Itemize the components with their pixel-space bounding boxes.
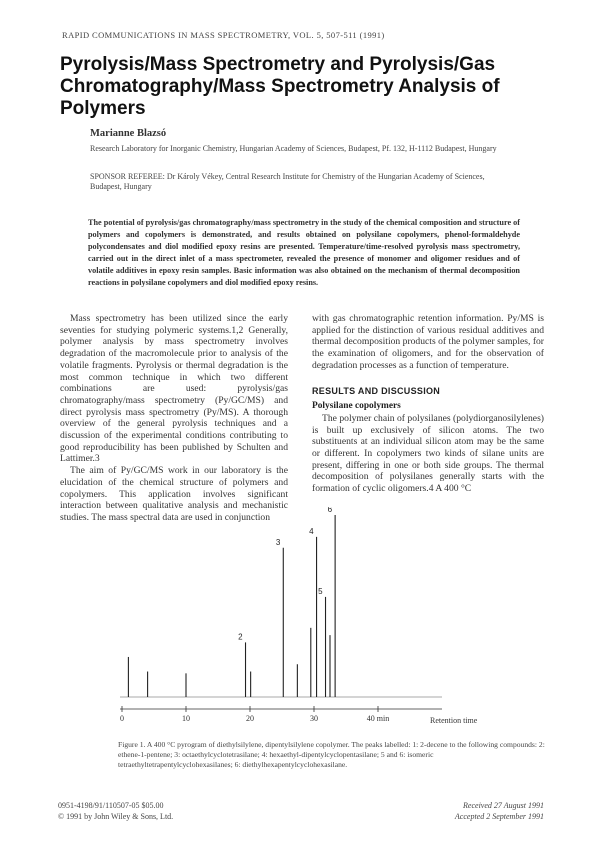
x-axis-label: Retention time: [430, 716, 478, 725]
x-tick-label: 20: [246, 714, 254, 723]
x-tick-label: 30: [310, 714, 318, 723]
peak-label: 5: [318, 586, 323, 596]
tick-group: [120, 706, 389, 723]
journal-header: RAPID COMMUNICATIONS IN MASS SPECTROMETRY, VOL. 5, 507-511 (1991): [62, 30, 385, 40]
copyright: © 1991 by John Wiley & Sons, Ltd.: [58, 812, 174, 821]
issn-code: 0951-4198/91/110507-05 $05.00: [58, 801, 164, 810]
subsection-heading: Polysilane copolymers: [312, 401, 401, 412]
figure-caption: Figure 1. A 400 °C pyrogram of diethylsilylene, dipentylsilylene copolymer. The peaks labelled: 1: 2-decene to the following compounds: 2: ethene-1-pentene; 3: octaethylcyclotetrasilane; 4: hexaethyl-dipentylcyclopentasilane; 5 and 6: isomeric tetraethyltetrapentylcyclohexasilanes; 6: diethylhexapentylcyclohexasilane.: [118, 740, 545, 770]
footer-left: [58, 800, 173, 822]
sponsor-referee: SPONSOR REFEREE: Dr Károly Vékey, Central Research Institute for Chemistry of the Hungarian Academy of Sciences, Budapest, Hungary: [90, 172, 485, 191]
peak-label: 6: [327, 507, 333, 514]
polysilane-paragraph: The polymer chain of polysilanes (polydiorganosilylenes) is built up exclusively of silicon atoms. The two substituents at an individual silicon atom may be the same or different. In copolymers two kinds of silane units are present, differing in one or both side groups. The thermal decomposition of polysilanes generally starts with the formation of cyclic oligomers.4 A 400 °C: [312, 412, 544, 495]
abstract: The potential of pyrolysis/gas chromatography/mass spectrometry in the study of the chemical composition and structure of polymers and copolymers is demonstrated, and results obtained on polysilane copolymers, phenol-formaldehyde polycondensates and diol modified epoxy resins are presented. Temperature/time-resolved pyrolysis mass spectrometry, carried out in the direct inlet of a mass spectrometer, revealed the presence of monomer and oligomer residues and of volatile additives in epoxy resin samples. Basic information was also obtained on the mechanism of thermal decomposition reactions in polysilane copolymers and diol modified epoxy resins.: [88, 218, 520, 287]
peak-label: 3: [275, 537, 281, 547]
paper-title: Pyrolysis/Mass Spectrometry and Pyrolysis/Gas Chromatography/Mass Spectrometry Analysis of Polymers: [60, 54, 500, 119]
accepted-date: Accepted 2 September 1991: [454, 812, 544, 821]
left-column: [60, 313, 288, 524]
intro-paragraph: Mass spectrometry has been utilized since the early seventies for studying polymeric systems.1,2 Generally, polymer analysis by mass spectrometry involves degradation of the macromolecule prior to analysis of the volatile fragments. Pyrolysis or thermal degradation is the most common technique in which two different combinations are used: pyrolysis/gas chromatography/mass spectrometry (Py/GC/MS) and direct pyrolysis mass spectrometry (Py/MS). A thorough overview of the general pyrolysis techniques and a discussion of the experimental conditions contributing to good reproducibility has been published by Schulten and Lattimer.3: [60, 313, 288, 465]
x-tick-label: 10: [182, 714, 190, 723]
peak-label: 4: [309, 526, 314, 536]
footer-right: [404, 800, 544, 822]
right-column: [312, 313, 544, 495]
peak-label: 2: [238, 632, 243, 642]
aim-paragraph: The aim of Py/GC/MS work in our laboratory is the elucidation of the chemical structure of polymers and copolymers. This application involves significant interaction between qualitative analysis and mechanistic studies. The mass spectral data are used in conjunction: [60, 465, 288, 523]
chromatogram-figure: [112, 507, 512, 732]
x-tick-label: 40 min: [366, 714, 390, 723]
author-name: Marianne Blazsó: [90, 128, 167, 139]
section-heading: RESULTS AND DISCUSSION: [312, 385, 441, 396]
received-date: Received 27 August 1991: [463, 801, 544, 810]
x-tick-label: 0: [120, 714, 124, 723]
author-affiliation: Research Laboratory for Inorganic Chemistry, Hungarian Academy of Sciences, Budapest, Pf. 132, H-1112 Budapest, Hungary: [90, 144, 497, 153]
continued-paragraph: with gas chromatographic retention information. Py/MS is applied for the distinction of various residual additives and thermal decomposition products of the polymer samples, for the examination of oligomers, and for the observation of degradation processes as a function of temperature.: [312, 313, 544, 371]
peak-group: [128, 507, 335, 697]
